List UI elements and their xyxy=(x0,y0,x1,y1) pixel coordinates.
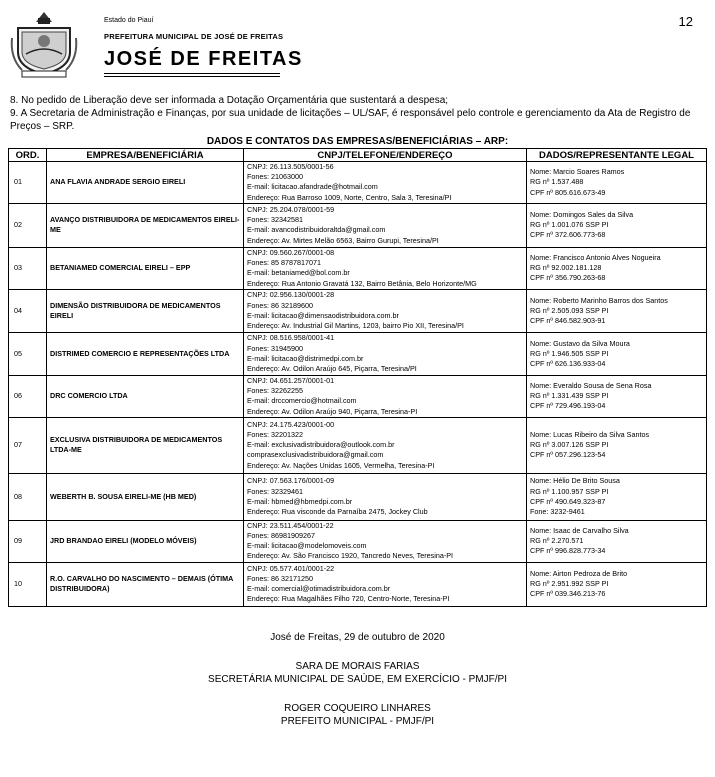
row-ord: 07 xyxy=(9,417,47,473)
row-empresa: DISTRIMED COMERCIO E REPRESENTAÇÕES LTDA xyxy=(47,332,244,375)
representante-line: CPF nº 626.136.933-04 xyxy=(530,358,606,368)
contato-line: Endereço: Rua Barroso 1009, Norte, Centro, Sala 3, Teresina/PI xyxy=(247,192,452,202)
contato-line: E-mail: betaniamed@bol.com.br xyxy=(247,268,350,278)
representante-line: Nome: Lucas Ribeiro da Silva Santos xyxy=(530,430,650,439)
contato-line: E-mail: drccomercio@hotmail.com xyxy=(247,396,357,406)
representante-line: Nome: Francisco Antonio Alves Nogueira xyxy=(530,253,661,262)
representante-line: RG nº 1.946.505 SSP PI xyxy=(530,348,609,358)
row-ord: 09 xyxy=(9,520,47,562)
representante-line: Nome: Domingos Sales da Silva xyxy=(530,210,634,219)
table-row xyxy=(9,520,707,562)
table-row xyxy=(9,417,707,473)
representante-line: CPF nº 996.828.773-34 xyxy=(530,546,606,556)
representante-line: Nome: Isaac de Carvalho Silva xyxy=(530,525,629,535)
contato-line: CNPJ: 24.175.423/0001-00 xyxy=(247,419,335,429)
row-ord: 05 xyxy=(9,332,47,375)
representante-line: Nome: Roberto Marinho Barros dos Santos xyxy=(530,295,668,305)
row-contato xyxy=(244,520,527,562)
row-empresa: BETANIAMED COMERCIAL EIRELI – EPP xyxy=(47,247,244,289)
contato-line: CNPJ: 07.563.176/0001-09 xyxy=(247,476,335,486)
representante-line: RG nº 2.951.992 SSP PI xyxy=(530,579,609,589)
contato-line: E-mail: hbmed@hbmedpi.com.br xyxy=(247,496,353,506)
signer1-role: SECRETÁRIA MUNICIPAL DE SAÚDE, EM EXERCÍCIO - PMJF/PI xyxy=(208,674,507,685)
contato-line: Fones: 32329461 xyxy=(247,486,303,496)
contato-line: Fones: 32262255 xyxy=(247,386,303,396)
contato-line: Endereço: Av. Mirtes Melão 6563, Bairro Gurupi, Teresina/PI xyxy=(247,235,439,245)
contato-line: Endereço: Rua Magalhães Filho 720, Centro-Norte, Teresina-PI xyxy=(247,594,450,604)
contato-line: Fones: 85 8787817071 xyxy=(247,258,321,268)
contato-line: CNPJ: 08.516.958/0001-41 xyxy=(247,333,335,343)
row-empresa: EXCLUSIVA DISTRIBUIDORA DE MEDICAMENTOS LTDA-ME xyxy=(47,417,244,473)
contato-line: CNPJ: 26.113.505/0001-56 xyxy=(247,162,334,171)
representante-line: Nome: Marcio Soares Ramos xyxy=(530,167,625,177)
contato-line: Endereço: Rua Antonio Gravatá 132, Bairro Betânia, Belo Horizonte/MG xyxy=(247,278,477,288)
representante-line: RG nº 1.331.439 SSP PI xyxy=(530,391,609,401)
contato-line: CNPJ: 25.204.078/0001-59 xyxy=(247,204,335,214)
representante-line: CPF nº 805.616.673-49 xyxy=(530,187,606,197)
contato-line: E-mail: exclusivadistribuidora@outlook.com.br xyxy=(247,440,395,450)
representante-line: Nome: Everaldo Sousa de Sena Rosa xyxy=(530,381,652,390)
row-representante xyxy=(527,375,707,417)
signer2-name: ROGER COQUEIRO LINHARES xyxy=(284,703,431,714)
row-empresa: WEBERTH B. SOUSA EIRELI-ME (HB MED) xyxy=(47,473,244,520)
contato-line: CNPJ: 09.560.267/0001-08 xyxy=(247,247,335,257)
clauses xyxy=(10,94,700,133)
representante-line: CPF nº 729.496.193-04 xyxy=(530,401,606,411)
representante-line: RG nº 1.001.076 SSP PI xyxy=(530,220,609,230)
contato-line: Fones: 86 32189600 xyxy=(247,300,313,310)
companies-table xyxy=(8,148,707,607)
row-representante xyxy=(527,162,707,204)
header-ord: ORD. xyxy=(9,149,47,162)
row-representante xyxy=(527,247,707,289)
municipal-seal-icon xyxy=(8,8,80,80)
representante-line: RG nº 2.505.093 SSP PI xyxy=(530,305,609,315)
representante-line: RG nº 1.100.957 SSP PI xyxy=(530,486,609,496)
table-row xyxy=(9,247,707,289)
contato-line: Endereço: Rua visconde da Parnaíba 2475, Jockey Club xyxy=(247,507,428,517)
contato-line: Fones: 31945900 xyxy=(247,343,303,353)
row-ord: 04 xyxy=(9,289,47,332)
representante-line: RG nº 1.537.488 xyxy=(530,177,584,187)
row-contato xyxy=(244,247,527,289)
contato-line: E-mail: licitacao@dimensaodistribuidora.com.br xyxy=(247,310,399,320)
row-ord: 06 xyxy=(9,375,47,417)
contato-line: CNPJ: 23.511.454/0001-22 xyxy=(247,520,334,530)
contato-line: Endereço: Av. Industrial Gil Martins, 1203, bairro Pio XII, Teresina/PI xyxy=(247,321,464,331)
table-row xyxy=(9,203,707,247)
prefeitura-title: PREFEITURA MUNICIPAL DE JOSÉ DE FREITAS xyxy=(104,32,284,41)
row-contato xyxy=(244,162,527,204)
row-representante xyxy=(527,473,707,520)
row-contato xyxy=(244,375,527,417)
representante-line: CPF nº 356.790.263-68 xyxy=(530,273,606,283)
representante-line: Nome: Gustavo da Silva Moura xyxy=(530,338,630,348)
signer1-name: SARA DE MORAIS FARIAS xyxy=(295,661,420,672)
row-representante xyxy=(527,562,707,606)
table-row xyxy=(9,332,707,375)
table-row xyxy=(9,375,707,417)
representante-line: CPF nº 057.296.123-54 xyxy=(530,450,606,460)
clause-8: 8. No pedido de Liberação deve ser informada a Dotação Orçamentária que sustentará a despesa; xyxy=(10,95,449,106)
contato-line: Endereço: Av. Odilon Araújo 645, Piçarra, Teresina/PI xyxy=(247,364,417,374)
contato-line: E-mail: avancodistribuidoraltda@gmail.com xyxy=(247,225,386,235)
contato-line: E-mail: licitacao.afandrade@hotmail.com xyxy=(247,182,378,192)
contato-line: E-mail: comercial@otimadistribuidora.com.br xyxy=(247,584,391,594)
row-empresa: JRD BRANDAO EIRELI (MODELO MÓVEIS) xyxy=(47,520,244,562)
row-contato xyxy=(244,417,527,473)
representante-line: Nome: Hélio De Brito Sousa xyxy=(530,476,620,486)
row-contato xyxy=(244,332,527,375)
contato-line: Endereço: Av. São Francisco 1920, Tancredo Neves, Teresina-PI xyxy=(247,551,454,561)
contato-line: CNPJ: 05.577.401/0001-22 xyxy=(247,563,335,573)
row-empresa: AVANÇO DISTRIBUIDORA DE MEDICAMENTOS EIRELI-ME xyxy=(47,203,244,247)
row-contato xyxy=(244,473,527,520)
header-representante: DADOS/REPRESENTANTE LEGAL xyxy=(527,149,707,162)
representante-line: CPF nº 846.582.903-91 xyxy=(530,315,606,325)
contato-line: CNPJ: 04.651.257/0001-01 xyxy=(247,375,335,385)
row-contato xyxy=(244,203,527,247)
row-representante xyxy=(527,203,707,247)
representante-line: Fone: 3232-9461 xyxy=(530,507,585,517)
row-contato xyxy=(244,562,527,606)
contato-line: Fones: 21063000 xyxy=(247,172,303,182)
contato-line: comprasexclusivadistribuidora@gmail.com xyxy=(247,450,384,460)
row-empresa: DIMENSÃO DISTRIBUIDORA DE MEDICAMENTOS EIRELI xyxy=(47,289,244,332)
signer2-role: PREFEITO MUNICIPAL - PMJF/PI xyxy=(280,716,435,727)
clause-9: 9. A Secretaria de Administração e Finanças, por sua unidade de licitações – UL/SAF, é responsável pelo controle e gerenciamento da Ata de Registro de Preços – SRP. xyxy=(10,108,691,132)
signature-date: José de Freitas, 29 de outubro de 2020 xyxy=(270,632,445,643)
representante-line: CPF nº 039.346.213-76 xyxy=(530,589,606,599)
header-contato: CNPJ/TELEFONE/ENDEREÇO xyxy=(244,149,527,162)
table-title: DADOS E CONTATOS DAS EMPRESAS/BENEFICIÁRIAS – ARP: xyxy=(206,136,509,147)
row-contato xyxy=(244,289,527,332)
representante-line: RG nº 2.270.571 xyxy=(530,536,584,546)
page-number: 12 xyxy=(678,14,693,29)
title-rule xyxy=(104,73,280,74)
city-title: JOSÉ DE FREITAS xyxy=(104,48,303,70)
representante-line: RG nº 92.002.181.128 xyxy=(530,263,602,273)
row-empresa: ANA FLAVIA ANDRADE SERGIO EIRELI xyxy=(47,162,244,204)
contato-line: CNPJ: 02.956.130/0001-28 xyxy=(247,290,335,300)
table-row xyxy=(9,162,707,204)
contato-line: Endereço: Av. Odilon Araújo 940, Piçarra, Teresina-PI xyxy=(247,406,418,416)
contato-line: Fones: 32201322 xyxy=(247,430,303,439)
table-row xyxy=(9,562,707,606)
representante-line: RG nº 3.007.126 SSP PI xyxy=(530,440,609,450)
contato-line: Fones: 86 32171250 xyxy=(247,573,313,583)
table-row xyxy=(9,289,707,332)
state-name: Estado do Piauí xyxy=(104,17,154,24)
row-representante xyxy=(527,520,707,562)
title-rule xyxy=(104,76,280,77)
row-ord: 10 xyxy=(9,562,47,606)
representante-line: CPF nº 490.649.323-87 xyxy=(530,496,606,506)
contato-line: E-mail: licitacao@distrimedpi.com.br xyxy=(247,353,364,363)
row-ord: 08 xyxy=(9,473,47,520)
contato-line: Fones: 32342581 xyxy=(247,215,303,225)
row-representante xyxy=(527,289,707,332)
row-representante xyxy=(527,417,707,473)
row-representante xyxy=(527,332,707,375)
row-ord: 01 xyxy=(9,162,47,204)
representante-line: Nome: Airton Pedroza de Brito xyxy=(530,568,628,578)
table-row xyxy=(9,473,707,520)
representante-line: CPF nº 372.606.773-68 xyxy=(530,230,606,240)
row-empresa: DRC COMERCIO LTDA xyxy=(47,375,244,417)
row-ord: 03 xyxy=(9,247,47,289)
contato-line: E-mail: licitacao@modelomoveis.com xyxy=(247,541,367,551)
contato-line: Fones: 86981909267 xyxy=(247,531,315,541)
row-ord: 02 xyxy=(9,203,47,247)
header-empresa: EMPRESA/BENEFICIÁRIA xyxy=(47,149,244,162)
contato-line: Endereço: Av. Nações Unidas 1605, Vermelha, Teresina-PI xyxy=(247,460,435,470)
row-empresa: R.O. CARVALHO DO NASCIMENTO – DEMAIS (ÓTIMA DISTRIBUIDORA) xyxy=(47,562,244,606)
table-header-row xyxy=(9,149,707,162)
